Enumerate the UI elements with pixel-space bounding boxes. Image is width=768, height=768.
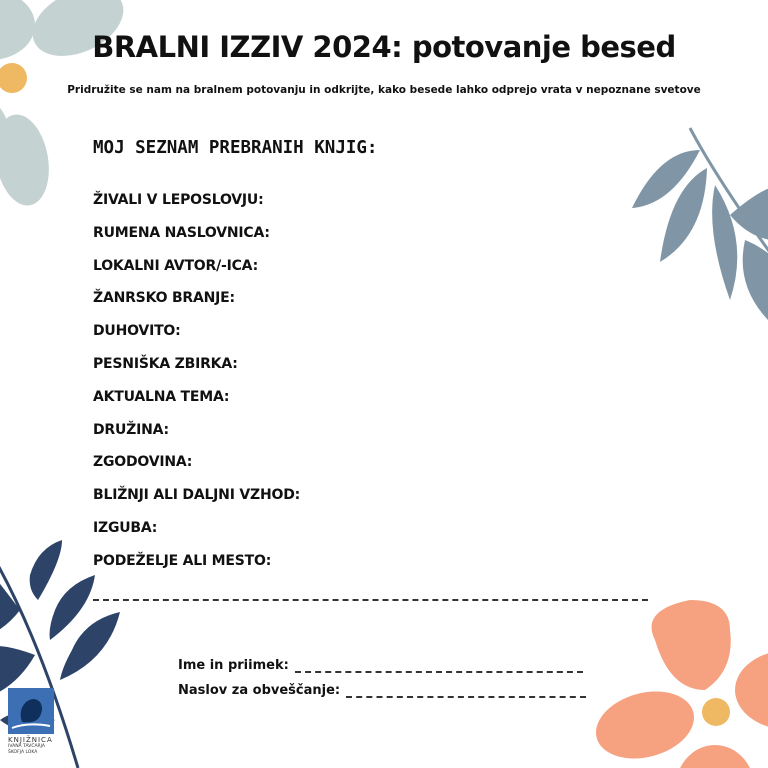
library-name: KNJIŽNICA (8, 736, 53, 744)
category-item: AKTUALNA TEMA: (93, 388, 230, 405)
address-row (178, 673, 586, 698)
category-item: LOKALNI AVTOR/-ICA: (93, 257, 258, 274)
page-title: BRALNI IZZIV 2024: potovanje besed (92, 30, 676, 64)
reading-list-heading: MOJ SEZNAM PREBRANIH KNJIG: (93, 138, 378, 158)
category-item: ŽANRSKO BRANJE: (93, 290, 235, 307)
name-label: Ime in priimek: (178, 658, 289, 673)
category-item: DRUŽINA: (93, 421, 169, 438)
category-item: IZGUBA: (93, 519, 158, 536)
category-item: DUHOVITO: (93, 323, 181, 340)
address-label: Naslov za obveščanje: (178, 683, 341, 698)
category-item: RUMENA NASLOVNICA: (93, 224, 270, 241)
category-item: BLIŽNJI ALI DALJNI VZHOD: (93, 487, 301, 504)
contact-form (178, 648, 586, 698)
salmon-flower-icon (588, 600, 768, 768)
category-item: PESNIŠKA ZBIRKA: (93, 355, 238, 372)
library-sub-line1: IVANA TAVČARJA (8, 744, 46, 749)
library-sub-line2: ŠKOFJA LOKA (8, 750, 38, 755)
category-item: ŽIVALI V LEPOSLOVJU: (93, 192, 264, 208)
category-list (93, 186, 300, 580)
category-item: PODEŽELJE ALI MESTO: (93, 552, 272, 569)
name-blank[interactable] (295, 659, 583, 673)
name-row (178, 648, 586, 673)
address-blank[interactable] (346, 684, 586, 698)
library-logo-icon (8, 688, 54, 734)
slate-leaves-icon (632, 128, 768, 320)
dashed-separator-line (93, 599, 648, 601)
page-subtitle: Pridružite se nam na bralnem potovanju in odkrijte, kako besede lahko odprejo vrata v nepoznane svetove (67, 84, 701, 96)
library-logo (8, 688, 60, 756)
category-item: ZGODOVINA: (93, 454, 193, 471)
